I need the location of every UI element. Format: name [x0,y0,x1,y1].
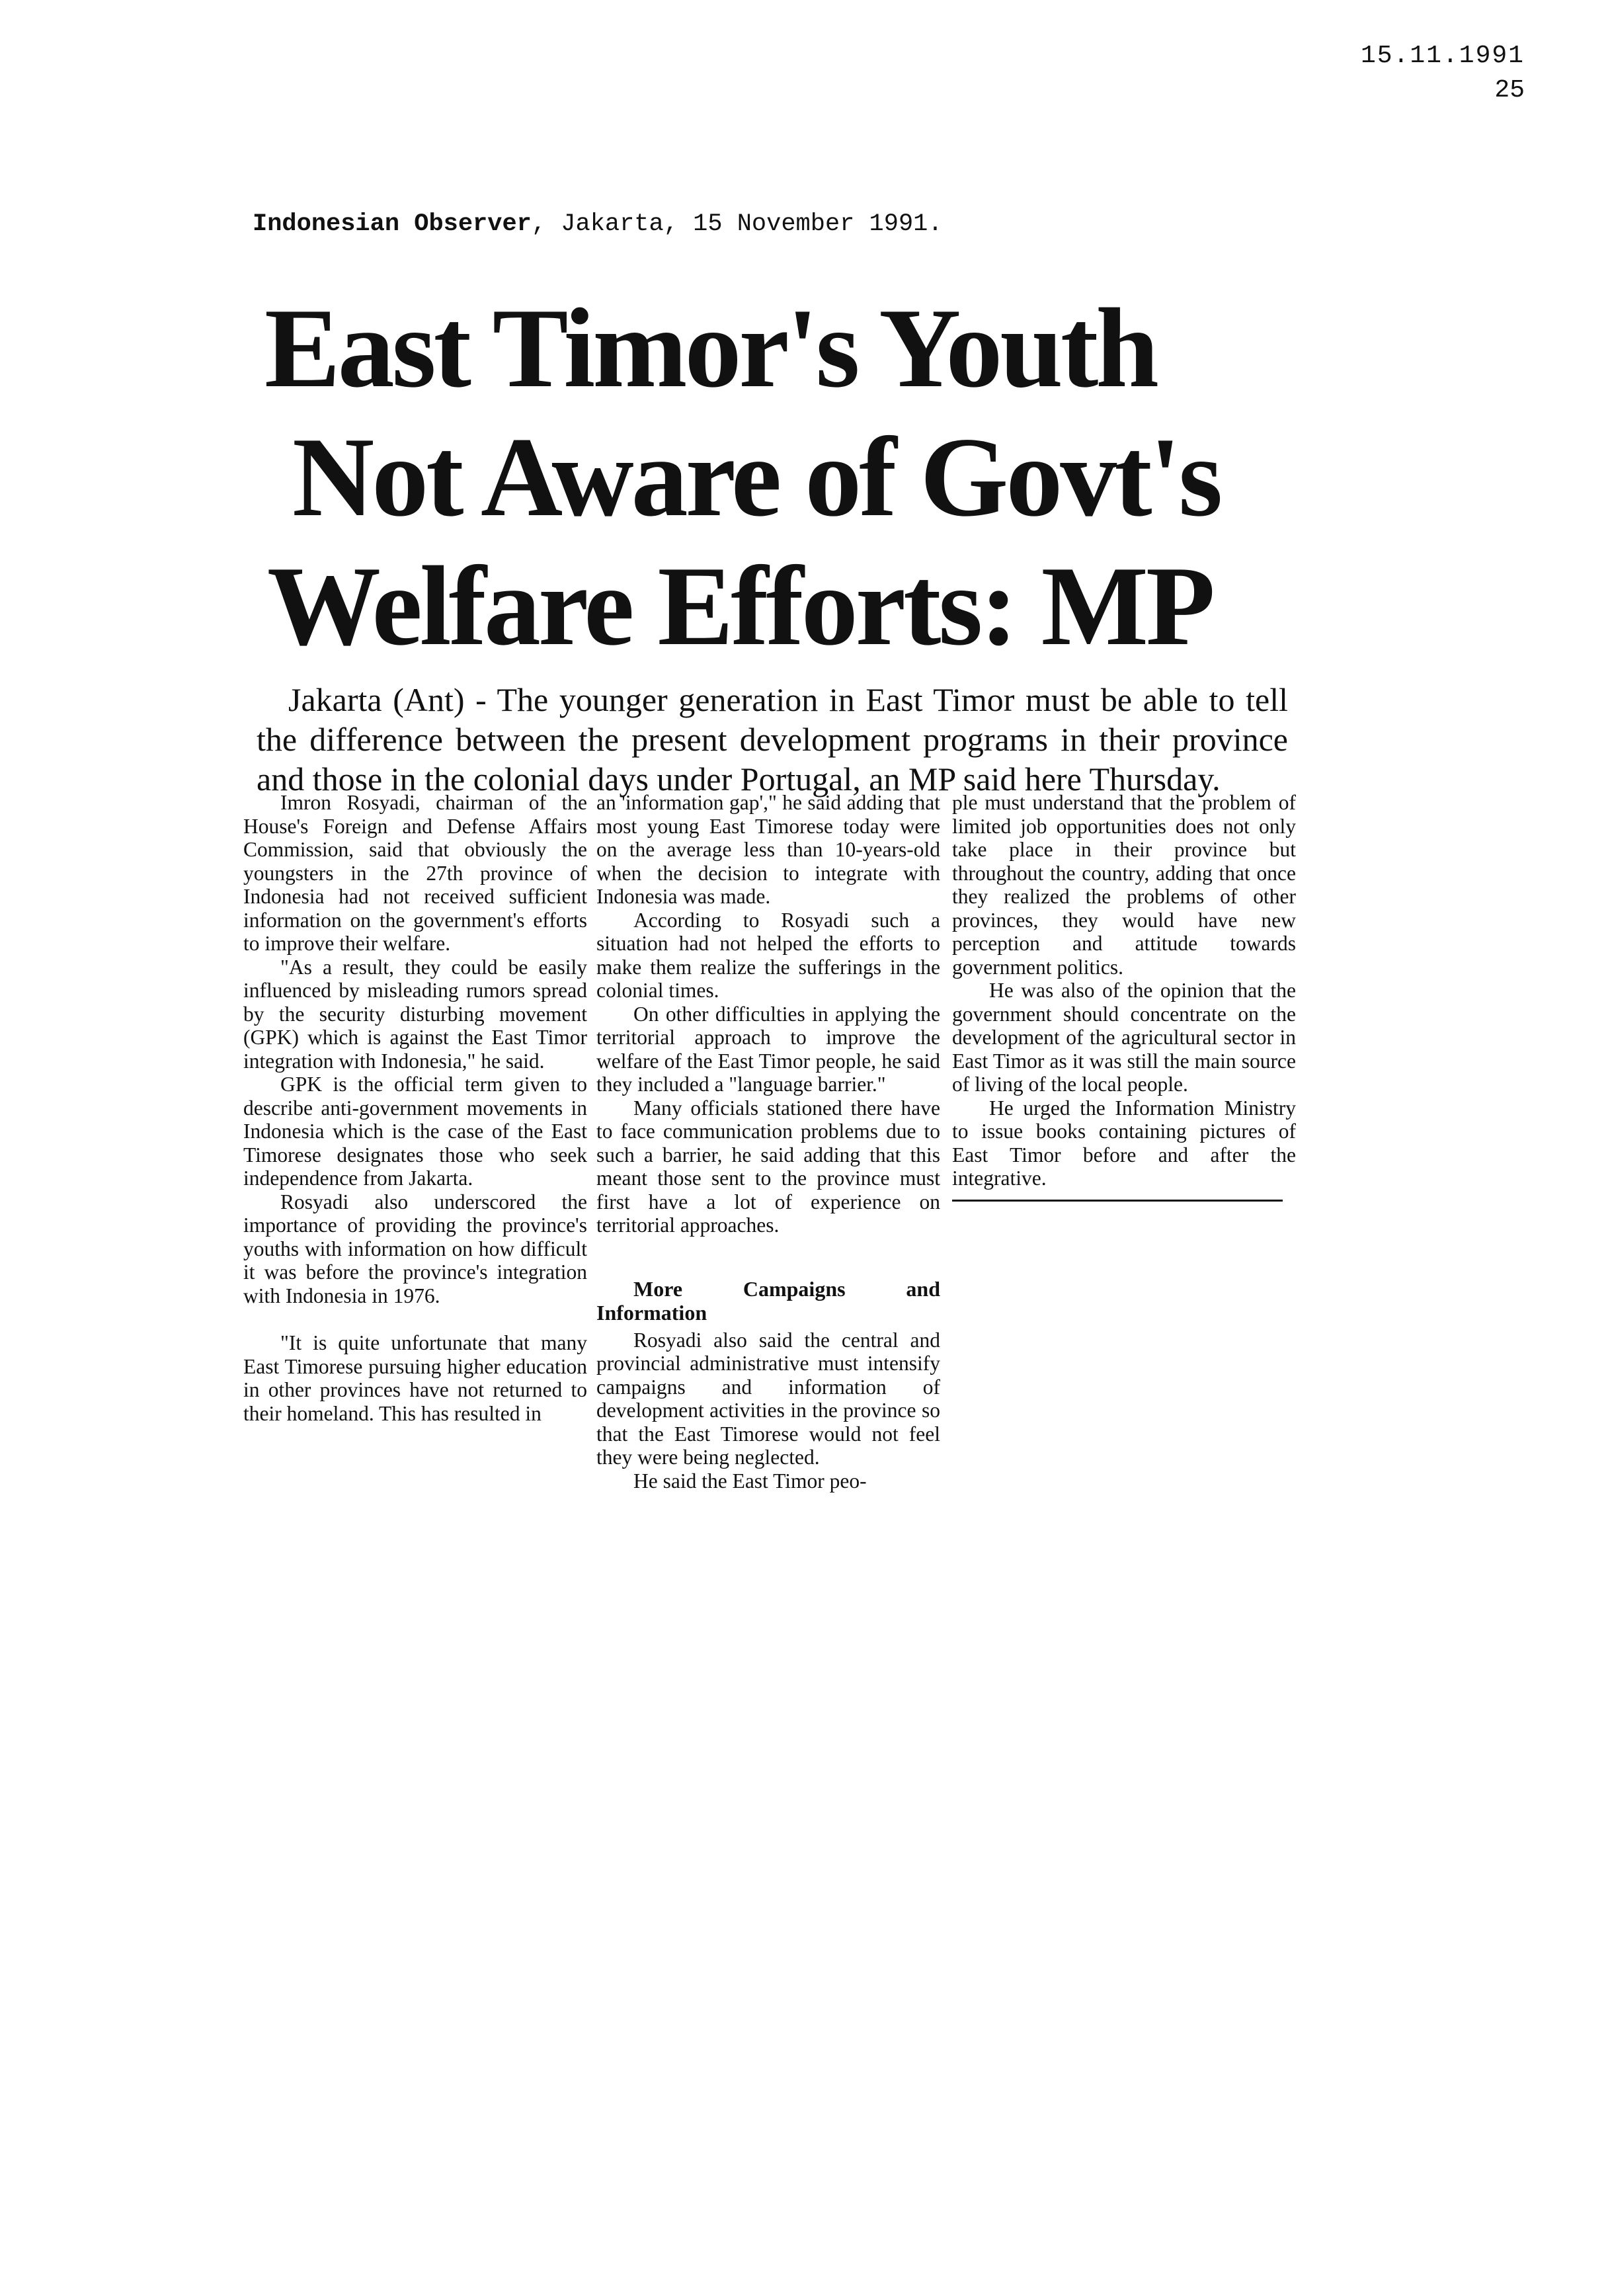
paragraph: an 'information gap'," he said adding that most young East Timorese today were on the average less than 10-years-old when the decision to integrate with Indonesia was made. [596,791,940,908]
paragraph: Rosyadi also said the central and provincial administrative must intensify campaigns and information of development activities in the province so that the East Timorese would not feel they were being neglected. [596,1328,940,1469]
source-line [253,210,943,238]
article-column-2 [596,791,940,1493]
paragraph: Rosyadi also underscored the importance of providing the province's youths with information on how difficult it was before the province's integration with Indonesia in 1976. [243,1190,587,1307]
paragraph: On other difficulties in applying the territorial approach to improve the welfare of the East Timor people, he said they included a "language barrier." [596,1002,940,1096]
headline [264,284,1296,671]
paragraph: Many officials stationed there have to face communication problems due to such a barrier, he said adding that this meant those sent to the province must first have a lot of experience on territorial approaches. [596,1096,940,1237]
lead-text: Jakarta (Ant) - The younger generation in East Timor must be able to tell the difference between the present development programs in their province and those in the colonial days under Portugal, an MP said here Thursday. [257,681,1288,798]
article-column-1 [243,791,587,1425]
subheading: More Campaigns and Information [596,1276,940,1325]
newspaper-name: Indonesian Observer [253,210,532,238]
paragraph: ple must understand that the problem of limited job opportunities does not only take place in their province but throughout the country, adding that once they realized the problems of other provinces, they would have new perception and attitude towards government politics. [952,791,1296,979]
source-location-date: , Jakarta, 15 November 1991. [531,210,943,238]
paragraph: He said the East Timor peo- [633,1469,867,1493]
article-end-rule [952,1200,1283,1202]
paragraph: "It is quite unfortunate that many East Timorese pursuing higher education in other provinces have not returned to their homeland. This has resulted in [243,1331,587,1425]
paragraph: "As a result, they could be easily influenced by misleading rumors spread by the security disturbing movement (GPK) which is against the East Timor integration with Indonesia," he said. [243,955,587,1073]
page-number: 25 [1494,76,1525,104]
clipping-date-stamp: 15.11.1991 [1360,42,1525,70]
headline-line-3: Welfare Efforts: MP [267,544,1213,669]
paragraph: According to Rosyadi such a situation had not helped the efforts to make them realize the sufferings in the colonial times. [596,908,940,1002]
lead-paragraph [257,680,1288,799]
paragraph: He urged the Information Ministry to issue books containing pictures of East Timor before and after the integrative. [952,1096,1296,1190]
paragraph: He was also of the opinion that the government should concentrate on the development of the agricultural sector in East Timor as it was still the main source of living of the local people. [952,979,1296,1096]
article-column-3 [952,791,1296,1202]
paragraph: GPK is the official term given to describe anti-government movements in Indonesia which is the case of the East Timorese designates those who seek independence from Jakarta. [243,1073,587,1190]
headline-line-2: Not Aware of Govt's [292,415,1221,540]
paragraph: Imron Rosyadi, chairman of the House's Foreign and Defense Affairs Commission, said that obviously the youngsters in the 27th province of Indonesia had not received sufficient information on the government's efforts to improve their welfare. [243,791,587,955]
headline-line-1: East Timor's Youth [264,286,1156,411]
